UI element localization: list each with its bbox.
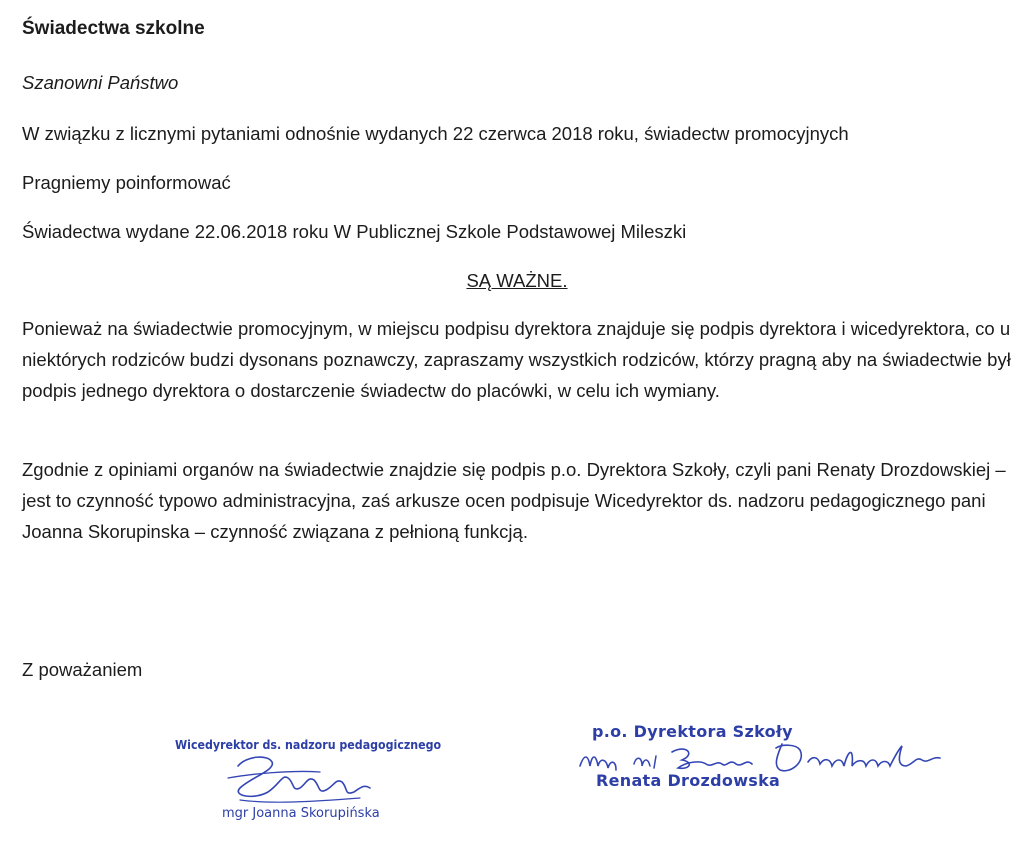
stamp-director-title: p.o. Dyrektora Szkoły — [592, 722, 793, 741]
stamp-director-name: Renata Drozdowska — [596, 771, 781, 790]
inform-line: Pragniemy poinformować — [22, 172, 231, 193]
stamp-vice-director-title: Wicedyrektor ds. nadzoru pedagogicznego — [175, 738, 442, 752]
letter-title: Świadectwa szkolne — [22, 18, 205, 39]
paragraph-exchange: Ponieważ na świadectwie promocyjnym, w miejscu podpisu dyrektora znajduje się podpis dyrektora i wicedyrektora, co u niektórych rodziców budzi dysonans poznawczy, zapraszamy wszystkich rodziców, którzy pragną aby na świadectwie był podpis jednego dyrektora o dostarczenie świadectw do placówki, w celu ich wymiany. — [22, 318, 1011, 401]
salutation: Szanowni Państwo — [22, 72, 179, 93]
signature-vice-director — [210, 748, 380, 810]
closing: Z poważaniem — [22, 659, 143, 680]
valid-notice: SĄ WAŻNE. — [466, 270, 568, 291]
certificates-line: Świadectwa wydane 22.06.2018 roku W Publicznej Szkole Podstawowej Mileszki — [22, 221, 687, 242]
stamp-vice-director-name: mgr Joanna Skorupińska — [222, 806, 380, 821]
intro-line: W związku z licznymi pytaniami odnośnie wydanych 22 czerwca 2018 roku, świadectw promocyjnych — [22, 123, 849, 144]
paragraph-opinion: Zgodnie z opiniami organów na świadectwie znajdzie się podpis p.o. Dyrektora Szkoły, czyli pani Renaty Drozdowskiej – jest to czynność typowo administracyjna, zaś arkusze ocen podpisuje Wicedyrektor ds. nadzoru pedagogicznego pani Joanna Skorupinska – czynność związana z pełnioną funkcją. — [22, 459, 1006, 542]
